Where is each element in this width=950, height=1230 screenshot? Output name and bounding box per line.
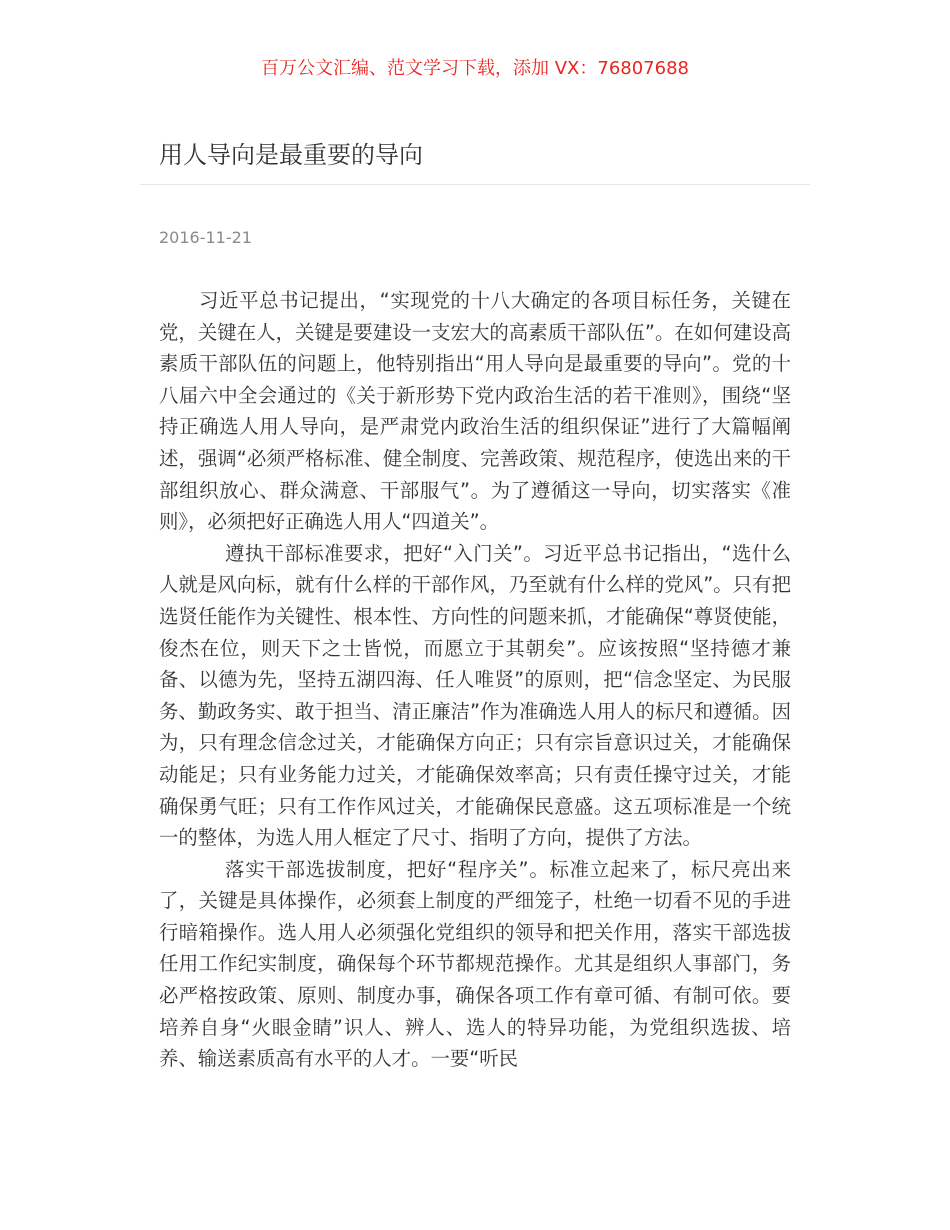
article-body: [159, 285, 791, 1075]
article-paragraph-3: 落实干部选拔制度，把好“程序关”。标准立起来了，标尺亮出来了，关键是具体操作，必须套上制度的严细笼子，杜绝一切看不见的手进行暗箱操作。选人用人必须强化党组织的领导和把关作用，落实干部选拔任用工作纪实制度，确保每个环节都规范操作。尤其是组织人事部门，务必严格按政策、原则、制度办事，确保各项工作有章可循、有制可依。要培养自身“火眼金睛”识人、辨人、选人的特异功能，为党组织选拔、培养、输送素质高有水平的人才。一要“听民: [159, 857, 791, 1071]
title-divider: [140, 184, 810, 185]
watermark-banner: 百万公文汇编、范文学习下载，添加 VX：76807688: [261, 58, 689, 79]
article-paragraph-2: 遵执干部标准要求，把好“入门关”。习近平总书记指出，“选什么人就是风向标，就有什么样的干部作风，乃至就有什么样的党风”。只有把选贤任能作为关键性、根本性、方向性的问题来抓，才能确保“尊贤使能，俊杰在位，则天下之士皆悦，而愿立于其朝矣”。应该按照“坚持德才兼备、以德为先，坚持五湖四海、任人唯贤”的原则，把“信念坚定、为民服务、勤政务实、敢于担当、清正廉洁”作为准确选人用人的标尺和遵循。因为，只有理念信念过关，才能确保方向正；只有宗旨意识过关，才能确保动能足；只有业务能力过关，才能确保效率高；只有责任操守过关，才能确保勇气旺；只有工作作风过关，才能确保民意盛。这五项标准是一个统一的整体，为选人用人框定了尺寸、指明了方向，提供了方法。: [159, 541, 791, 850]
article-title: 用人导向是最重要的导向: [159, 141, 423, 169]
publish-date: 2016-11-21: [159, 228, 252, 247]
article-paragraph-1: 习近平总书记提出，“实现党的十八大确定的各项目标任务，关键在党，关键在人，关键是要建设一支宏大的高素质干部队伍”。在如何建设高素质干部队伍的问题上，他特别指出“用人导向是最重要的导向”。党的十八届六中全会通过的《关于新形势下党内政治生活的若干准则》，围绕“坚持正确选人用人导向，是严肃党内政治生活的组织保证”进行了大篇幅阐述，强调“必须严格标准、健全制度、完善政策、规范程序，使选出来的干部组织放心、群众满意、干部服气”。为了遵循这一导向，切实落实《准则》，必须把好正确选人用人“四道关”。: [159, 289, 791, 534]
